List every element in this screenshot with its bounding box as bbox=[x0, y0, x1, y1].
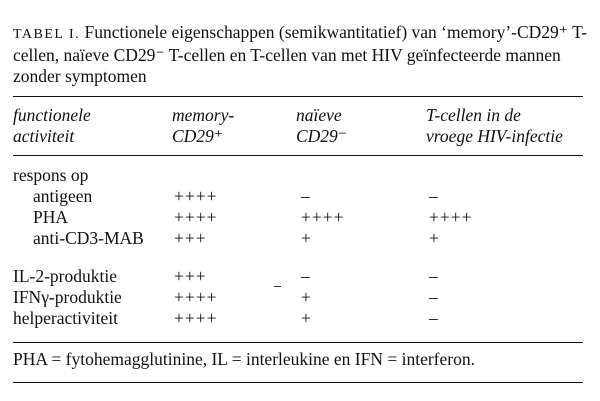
cell-ifng-memory: ++++ bbox=[174, 287, 218, 307]
table-number: TABEL I. bbox=[13, 27, 81, 42]
row-label-helperactiviteit: helperactiviteit bbox=[13, 308, 118, 328]
row-label-il2-produktie: IL-2-produktie bbox=[13, 266, 117, 286]
cell-helper-naive: + bbox=[301, 308, 312, 328]
row-label-respons-op: respons op bbox=[13, 165, 89, 185]
header-rule bbox=[13, 155, 583, 156]
print-speck bbox=[274, 286, 281, 287]
cell-helper-memory: ++++ bbox=[174, 308, 218, 328]
cell-anti-cd3-hiv: + bbox=[429, 228, 440, 248]
cell-anti-cd3-memory: +++ bbox=[174, 228, 207, 248]
table-footnote: PHA = fytohemagglutinine, IL = interleukine en IFN = interferon. bbox=[13, 349, 475, 369]
top-rule bbox=[13, 96, 583, 97]
table-title: Functionele eigenschappen (semikwantitatief) van ‘memory’-CD29⁺ T-cellen, naïeve CD29⁻ T-cellen en T-cellen van met HIV geïnfecteerde mannen zonder symptomen bbox=[13, 22, 588, 86]
cell-antigeen-hiv: – bbox=[429, 186, 439, 206]
cell-helper-hiv: – bbox=[429, 308, 439, 328]
cell-antigeen-memory: ++++ bbox=[174, 186, 218, 206]
header-hiv-tcells: T-cellen in de vroege HIV-infectie bbox=[426, 105, 563, 146]
cell-pha-memory: ++++ bbox=[174, 207, 218, 227]
header-memory-cd29: memory- CD29⁺ bbox=[172, 105, 235, 146]
table-caption bbox=[13, 22, 588, 87]
body-rule bbox=[13, 342, 583, 343]
bottom-rule bbox=[13, 382, 583, 383]
cell-anti-cd3-naive: + bbox=[301, 228, 312, 248]
cell-il2-naive: – bbox=[301, 266, 311, 286]
cell-pha-hiv: ++++ bbox=[429, 207, 473, 227]
header-functionele-activiteit: functionele activiteit bbox=[13, 105, 91, 146]
cell-pha-naive: ++++ bbox=[301, 207, 345, 227]
row-label-antigeen: antigeen bbox=[33, 186, 93, 206]
row-label-ifng-produktie: IFNγ-produktie bbox=[13, 287, 122, 307]
cell-ifng-hiv: – bbox=[429, 287, 439, 307]
header-naieve-cd29: naïeve CD29⁻ bbox=[296, 105, 348, 146]
row-label-pha: PHA bbox=[33, 207, 69, 227]
cell-il2-memory: +++ bbox=[174, 266, 207, 286]
row-label-anti-cd3-mab: anti-CD3-MAB bbox=[33, 228, 144, 248]
cell-antigeen-naive: – bbox=[301, 186, 311, 206]
cell-ifng-naive: + bbox=[301, 287, 312, 307]
cell-il2-hiv: – bbox=[429, 266, 439, 286]
